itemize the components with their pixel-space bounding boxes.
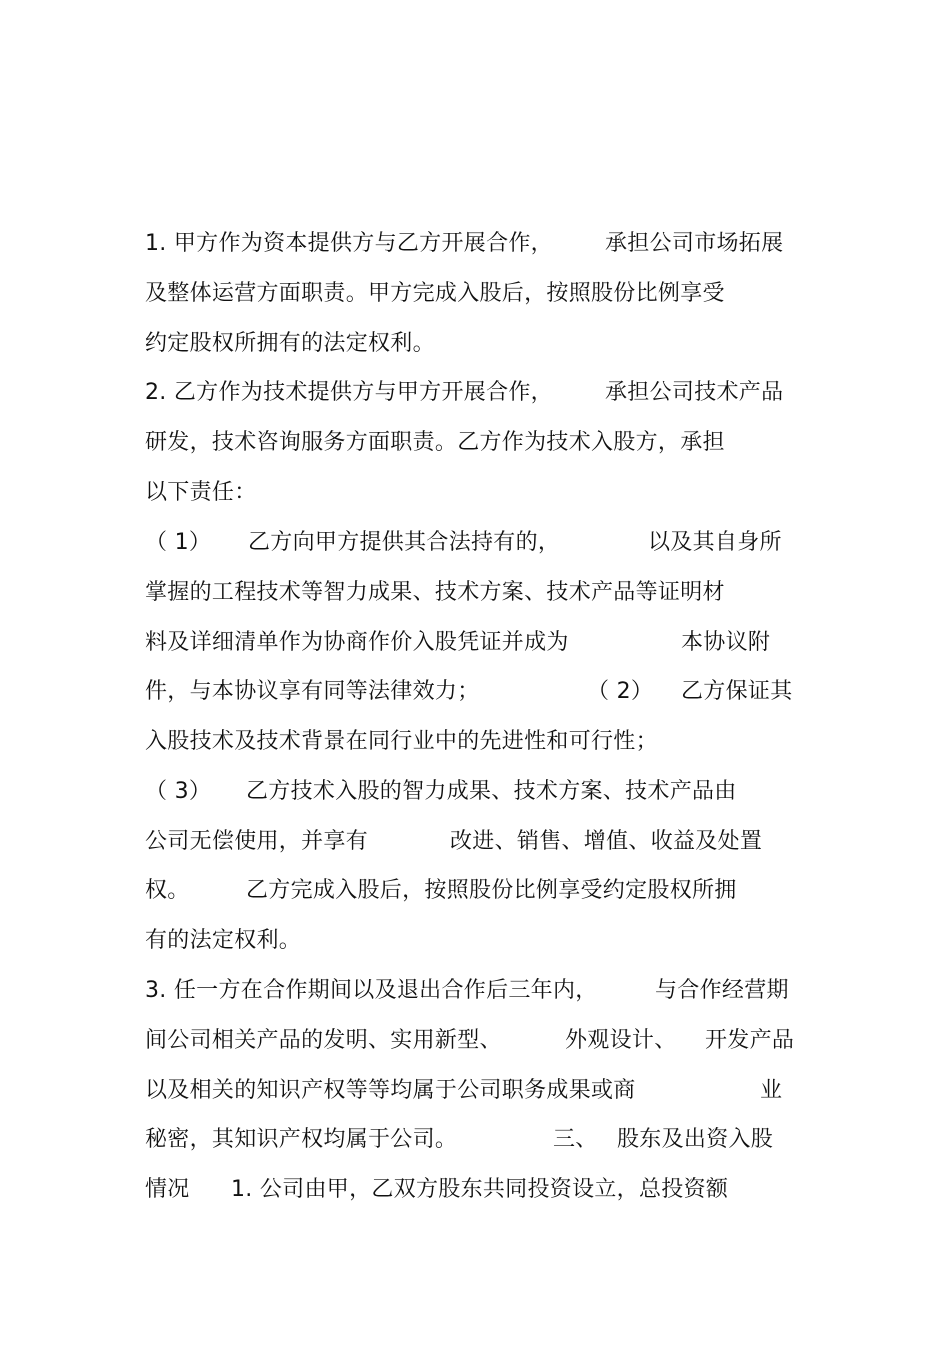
text-segment: 权。 — [145, 878, 190, 903]
text-segment: 间公司相关产品的发明、实用新型、 — [145, 1028, 502, 1053]
text-segment: 有的法定权利。 — [145, 928, 302, 953]
text-line — [145, 625, 770, 661]
text-line — [145, 375, 783, 411]
text-line — [145, 774, 737, 810]
text-segment: 业 — [760, 1078, 783, 1103]
text-segment: 以下责任： — [145, 480, 257, 505]
text-segment: 外观设计、 — [565, 1028, 677, 1053]
text-line — [145, 1172, 728, 1208]
text-segment: 公司无偿使用，并享有 — [145, 829, 369, 854]
text-segment: 与合作经营期 — [655, 978, 789, 1003]
text-line — [145, 425, 725, 461]
text-line — [145, 575, 725, 611]
text-segment: 乙方技术入股的智力成果、技术方案、技术产品由 — [246, 779, 737, 804]
text-segment: 1. 甲方作为资本提供方与乙方开展合作， — [145, 231, 553, 256]
text-segment: 约定股权所拥有的法定权利。 — [145, 331, 435, 356]
text-line — [145, 674, 793, 710]
text-line — [145, 923, 301, 959]
text-segment: 乙方向甲方提供其合法持有的， — [248, 530, 561, 555]
text-segment: 乙方完成入股后，按照股份比例享受约定股权所拥 — [246, 878, 737, 903]
text-segment: 秘密，其知识产权均属于公司。 — [145, 1127, 458, 1152]
text-line — [145, 475, 257, 511]
text-line — [145, 525, 782, 561]
text-segment: 股东及出资入股 — [617, 1127, 774, 1152]
text-segment: 及整体运营方面职责。甲方完成入股后，按照股份比例享受 — [145, 281, 725, 306]
text-segment: 三、 — [553, 1127, 598, 1152]
text-line — [145, 1023, 794, 1059]
text-segment: 2. 乙方作为技术提供方与甲方开展合作， — [145, 380, 553, 405]
text-segment: 1. 公司由甲，乙双方股东共同投资设立，总投资额 — [231, 1177, 729, 1202]
text-line — [145, 276, 725, 312]
text-segment: 开发产品 — [705, 1028, 795, 1053]
text-line — [145, 226, 783, 262]
text-segment: 3. 任一方在合作期间以及退出合作后三年内， — [145, 978, 598, 1003]
text-line — [145, 973, 789, 1009]
text-segment: 以及相关的知识产权等等均属于公司职务成果或商 — [145, 1078, 636, 1103]
text-segment: 掌握的工程技术等智力成果、技术方案、技术产品等证明材 — [145, 580, 725, 605]
text-segment: 情况 — [145, 1177, 190, 1202]
text-line — [145, 724, 658, 760]
text-segment: 本协议附 — [681, 630, 771, 655]
text-segment: 入股技术及技术背景在同行业中的先进性和可行性； — [145, 729, 658, 754]
text-segment: 承担公司市场拓展 — [605, 231, 784, 256]
text-line — [145, 1073, 782, 1109]
text-segment: 件，与本协议享有同等法律效力； — [145, 679, 480, 704]
text-segment: 改进、销售、增值、收益及处置 — [450, 829, 763, 854]
text-line — [145, 873, 737, 909]
text-segment: 乙方保证其 — [681, 679, 793, 704]
text-segment: 研发，技术咨询服务方面职责。乙方作为技术入股方，承担 — [145, 430, 725, 455]
text-segment: （ 1） — [145, 530, 212, 555]
text-line — [145, 326, 435, 362]
text-line — [145, 824, 762, 860]
text-segment: 料及详细清单作为协商作价入股凭证并成为 — [145, 630, 569, 655]
text-segment: （ 3） — [145, 779, 212, 804]
text-segment: （ 2） — [587, 679, 654, 704]
text-segment: 以及其自身所 — [648, 530, 782, 555]
text-segment: 承担公司技术产品 — [605, 380, 784, 405]
text-line — [145, 1122, 773, 1158]
